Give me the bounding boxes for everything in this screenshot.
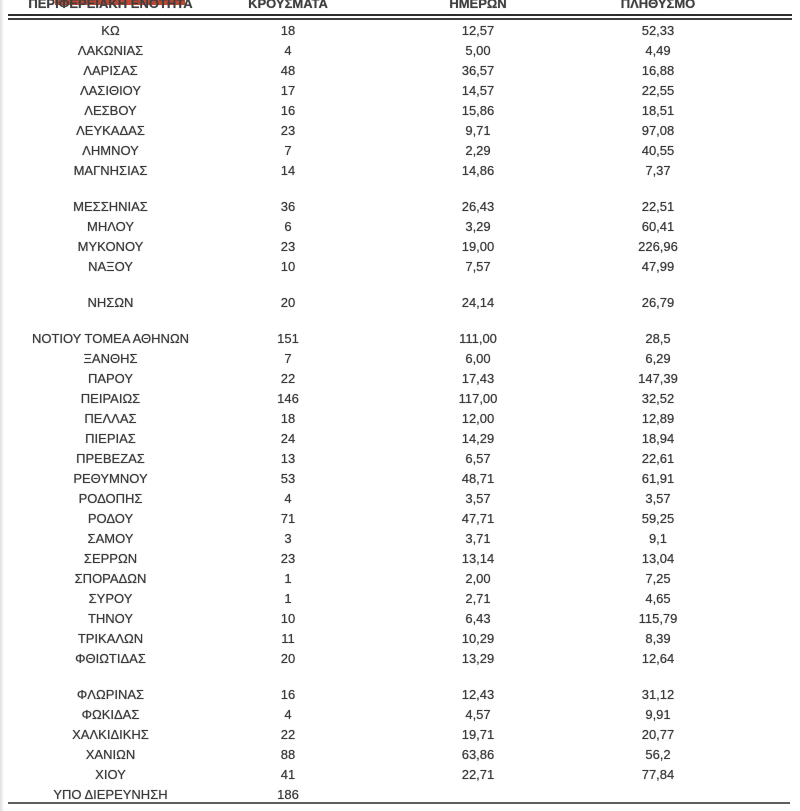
region-name: ΥΠΟ ΔΙΕΡΕΥΝΗΣΗ <box>53 787 168 802</box>
days-value: 48,71 <box>461 471 495 486</box>
table-row <box>8 389 792 409</box>
table-row <box>8 121 792 141</box>
cases-value: 4 <box>284 43 292 58</box>
population-value: 12,89 <box>641 411 675 426</box>
population-value: 59,25 <box>641 511 675 526</box>
table-row <box>8 549 792 569</box>
table-row <box>8 765 792 785</box>
population-value: 20,77 <box>641 727 675 742</box>
cases-value: 22 <box>280 371 296 386</box>
days-value: 47,71 <box>461 511 495 526</box>
region-name: ΧΑΝΙΩΝ <box>85 747 136 762</box>
region-name: ΡΕΘΥΜΝΟΥ <box>73 471 148 486</box>
region-name: ΣΥΡΟΥ <box>88 591 133 606</box>
days-value: 36,57 <box>461 63 495 78</box>
cases-value: 16 <box>280 103 296 118</box>
region-name: ΣΠΟΡΑΔΩΝ <box>74 571 147 586</box>
days-value: 7,57 <box>465 259 491 274</box>
scan-edge-shading <box>0 0 4 811</box>
table-row <box>8 21 792 41</box>
table-row <box>8 237 792 257</box>
cases-value: 18 <box>280 23 296 38</box>
days-value: 117,00 <box>458 391 498 406</box>
cases-value: 4 <box>284 491 292 506</box>
table-row <box>8 449 792 469</box>
table-header-row <box>8 0 792 13</box>
table-row <box>8 293 792 313</box>
days-value: 111,00 <box>459 331 497 346</box>
days-value: 4,57 <box>465 707 491 722</box>
table-row <box>8 685 792 705</box>
population-value: 52,33 <box>641 23 675 38</box>
table-row <box>8 469 792 489</box>
regional-cases-table <box>8 0 792 805</box>
region-name: ΛΑΚΩΝΙΑΣ <box>77 43 144 58</box>
header-spacer <box>723 0 792 13</box>
days-value: 26,43 <box>461 199 495 214</box>
region-name: ΤΡΙΚΑΛΩΝ <box>77 631 144 646</box>
table-row <box>8 429 792 449</box>
population-value: 9,1 <box>648 531 668 546</box>
table-row <box>8 745 792 765</box>
days-value: 9,71 <box>465 123 491 138</box>
days-value: 2,29 <box>465 143 491 158</box>
population-value: 4,65 <box>645 591 671 606</box>
days-value: 19,71 <box>461 727 495 742</box>
region-name: ΝΟΤΙΟΥ ΤΟΜΕΑ ΑΘΗΝΩΝ <box>31 331 190 346</box>
population-value: 6,29 <box>645 351 671 366</box>
cases-value: 24 <box>280 431 296 446</box>
table-row <box>8 41 792 61</box>
days-value: 24,14 <box>461 295 495 310</box>
cases-value: 23 <box>280 123 296 138</box>
cases-value: 23 <box>280 239 296 254</box>
cases-value: 151 <box>277 331 299 346</box>
table-row <box>8 629 792 649</box>
region-name: ΛΗΜΝΟΥ <box>82 143 139 158</box>
days-value: 3,29 <box>465 219 491 234</box>
cases-value: 20 <box>280 295 296 310</box>
cases-value: 3 <box>284 531 292 546</box>
cases-value: 41 <box>280 767 296 782</box>
table-row <box>8 257 792 277</box>
population-value: 7,37 <box>645 163 671 178</box>
table-row <box>8 101 792 121</box>
cases-value: 146 <box>277 391 299 406</box>
population-value: 18,94 <box>641 431 675 446</box>
days-value: 17,43 <box>461 371 495 386</box>
cases-value: 6 <box>284 219 292 234</box>
region-name: ΣΑΜΟΥ <box>87 531 134 546</box>
cases-value: 22 <box>280 727 296 742</box>
cases-value: 13 <box>280 451 296 466</box>
cases-value: 36 <box>280 199 296 214</box>
days-value: 22,71 <box>461 767 495 782</box>
population-value: 77,84 <box>641 767 675 782</box>
cases-value: 71 <box>280 511 296 526</box>
region-name: ΚΩ <box>101 23 120 38</box>
region-name: ΧΑΛΚΙΔΙΚΗΣ <box>72 727 149 742</box>
cases-value: 88 <box>280 747 296 762</box>
table-row <box>8 329 792 349</box>
population-value: 226,96 <box>638 239 678 254</box>
table-row <box>8 649 792 669</box>
region-name: ΜΥΚΟΝΟΥ <box>77 239 144 254</box>
region-name: ΝΗΣΩΝ <box>87 295 134 310</box>
table-row <box>8 705 792 725</box>
region-name: ΛΕΥΚΑΔΑΣ <box>76 123 145 138</box>
header-days: ΗΜΕΡΩΝ <box>449 0 507 11</box>
days-value: 2,00 <box>465 571 491 586</box>
days-value: 19,00 <box>461 239 495 254</box>
region-name: ΤΗΝΟΥ <box>87 611 134 626</box>
table-row <box>8 349 792 369</box>
days-value: 12,00 <box>461 411 495 426</box>
cases-value: 7 <box>284 351 292 366</box>
table-row <box>8 81 792 101</box>
population-value: 13,04 <box>641 551 675 566</box>
region-name: ΧΙΟΥ <box>95 767 126 782</box>
region-name: ΣΕΡΡΩΝ <box>83 551 138 566</box>
cases-value: 14 <box>280 163 296 178</box>
cases-value: 11 <box>281 631 295 646</box>
table-row <box>8 409 792 429</box>
days-value: 6,00 <box>465 351 491 366</box>
cases-value: 10 <box>280 611 296 626</box>
table-row <box>8 589 792 609</box>
table-group <box>8 293 792 313</box>
table-row <box>8 161 792 181</box>
region-name: ΠΕΙΡΑΙΩΣ <box>80 391 141 406</box>
population-value: 7,25 <box>645 571 671 586</box>
region-name: ΛΑΡΙΣΑΣ <box>83 63 138 78</box>
region-name: ΠΡΕΒΕΖΑΣ <box>76 451 145 466</box>
cases-value: 17 <box>280 83 296 98</box>
cases-value: 20 <box>280 651 296 666</box>
table-group <box>8 21 792 181</box>
days-value: 12,57 <box>461 23 495 38</box>
region-name: ΞΑΝΘΗΣ <box>83 351 138 366</box>
population-value: 4,49 <box>645 43 671 58</box>
population-value: 56,2 <box>645 747 671 762</box>
population-value: 26,79 <box>641 295 675 310</box>
table-group <box>8 685 792 805</box>
population-value: 47,99 <box>641 259 675 274</box>
region-name: ΜΗΛΟΥ <box>87 219 134 234</box>
days-value: 3,57 <box>465 491 491 506</box>
population-value: 28,5 <box>645 331 671 346</box>
population-value: 12,64 <box>641 651 675 666</box>
population-value: 9,91 <box>645 707 671 722</box>
table-row <box>8 141 792 161</box>
days-value: 5,00 <box>465 43 491 58</box>
days-value: 12,43 <box>461 687 495 702</box>
population-value: 115,79 <box>638 611 678 626</box>
population-value: 22,55 <box>641 83 675 98</box>
cases-value: 23 <box>280 551 296 566</box>
days-value: 6,43 <box>465 611 491 626</box>
days-value: 14,57 <box>461 83 495 98</box>
table-row <box>8 217 792 237</box>
region-name: ΦΛΩΡΙΝΑΣ <box>76 687 145 702</box>
days-value: 15,86 <box>461 103 495 118</box>
population-value: 61,91 <box>641 471 675 486</box>
table-row <box>8 197 792 217</box>
population-value: 97,08 <box>641 123 675 138</box>
table-bottom-rule <box>8 802 790 804</box>
population-value: 147,39 <box>638 371 678 386</box>
cases-value: 10 <box>280 259 296 274</box>
region-name: ΦΘΙΩΤΙΔΑΣ <box>75 651 146 666</box>
population-value: 40,55 <box>641 143 675 158</box>
cases-value: 16 <box>280 687 296 702</box>
region-name: ΜΕΣΣΗΝΙΑΣ <box>73 199 148 214</box>
cases-value: 4 <box>284 707 292 722</box>
cases-value: 1 <box>284 571 292 586</box>
population-value: 22,51 <box>641 199 675 214</box>
days-value: 14,86 <box>461 163 495 178</box>
days-value: 10,29 <box>461 631 495 646</box>
days-value: 3,71 <box>465 531 491 546</box>
table-row <box>8 509 792 529</box>
table-row <box>8 529 792 549</box>
table-row <box>8 725 792 745</box>
population-value: 3,57 <box>645 491 671 506</box>
region-name: ΡΟΔΟΥ <box>87 511 134 526</box>
region-name: ΡΟΔΟΠΗΣ <box>78 491 143 506</box>
table-row <box>8 369 792 389</box>
header-cases: ΚΡΟΥΣΜΑΤΑ <box>248 0 328 11</box>
population-value: 60,41 <box>641 219 675 234</box>
region-name: ΠΑΡΟΥ <box>87 371 134 386</box>
population-value: 16,88 <box>641 63 675 78</box>
table-row <box>8 489 792 509</box>
population-value: 32,52 <box>641 391 675 406</box>
header-population: ΠΛΗΘΥΣΜΟ <box>620 0 696 11</box>
region-name: ΜΑΓΝΗΣΙΑΣ <box>73 163 148 178</box>
days-value: 13,29 <box>461 651 495 666</box>
region-name: ΠΙΕΡΙΑΣ <box>85 431 136 446</box>
table-row <box>8 61 792 81</box>
table-row <box>8 569 792 589</box>
cases-value: 48 <box>280 63 296 78</box>
region-name: ΝΑΞΟΥ <box>88 259 133 274</box>
table-group <box>8 329 792 669</box>
cases-value: 186 <box>277 787 299 802</box>
population-value: 18,51 <box>641 103 675 118</box>
region-name: ΛΕΣΒΟΥ <box>84 103 137 118</box>
header-double-rule <box>8 14 792 20</box>
region-name: ΦΩΚΙΔΑΣ <box>81 707 140 722</box>
cases-value: 7 <box>284 143 292 158</box>
population-value: 8,39 <box>645 631 671 646</box>
table-group <box>8 197 792 277</box>
days-value: 14,29 <box>461 431 495 446</box>
population-value: 31,12 <box>641 687 675 702</box>
cases-value: 1 <box>284 591 292 606</box>
cases-value: 18 <box>280 411 296 426</box>
days-value: 63,86 <box>461 747 495 762</box>
population-value: 22,61 <box>641 451 675 466</box>
cases-value: 53 <box>280 471 296 486</box>
days-value: 2,71 <box>465 591 491 606</box>
header-regional-unit: ΠΕΡΙΦΕΡΕΙΑΚΗ ΕΝΟΤΗΤΑ <box>28 0 193 11</box>
table-body <box>8 21 792 805</box>
region-name: ΛΑΣΙΘΙΟΥ <box>79 83 142 98</box>
days-value: 6,57 <box>465 451 491 466</box>
table-row <box>8 609 792 629</box>
region-name: ΠΕΛΛΑΣ <box>84 411 137 426</box>
days-value: 13,14 <box>461 551 495 566</box>
